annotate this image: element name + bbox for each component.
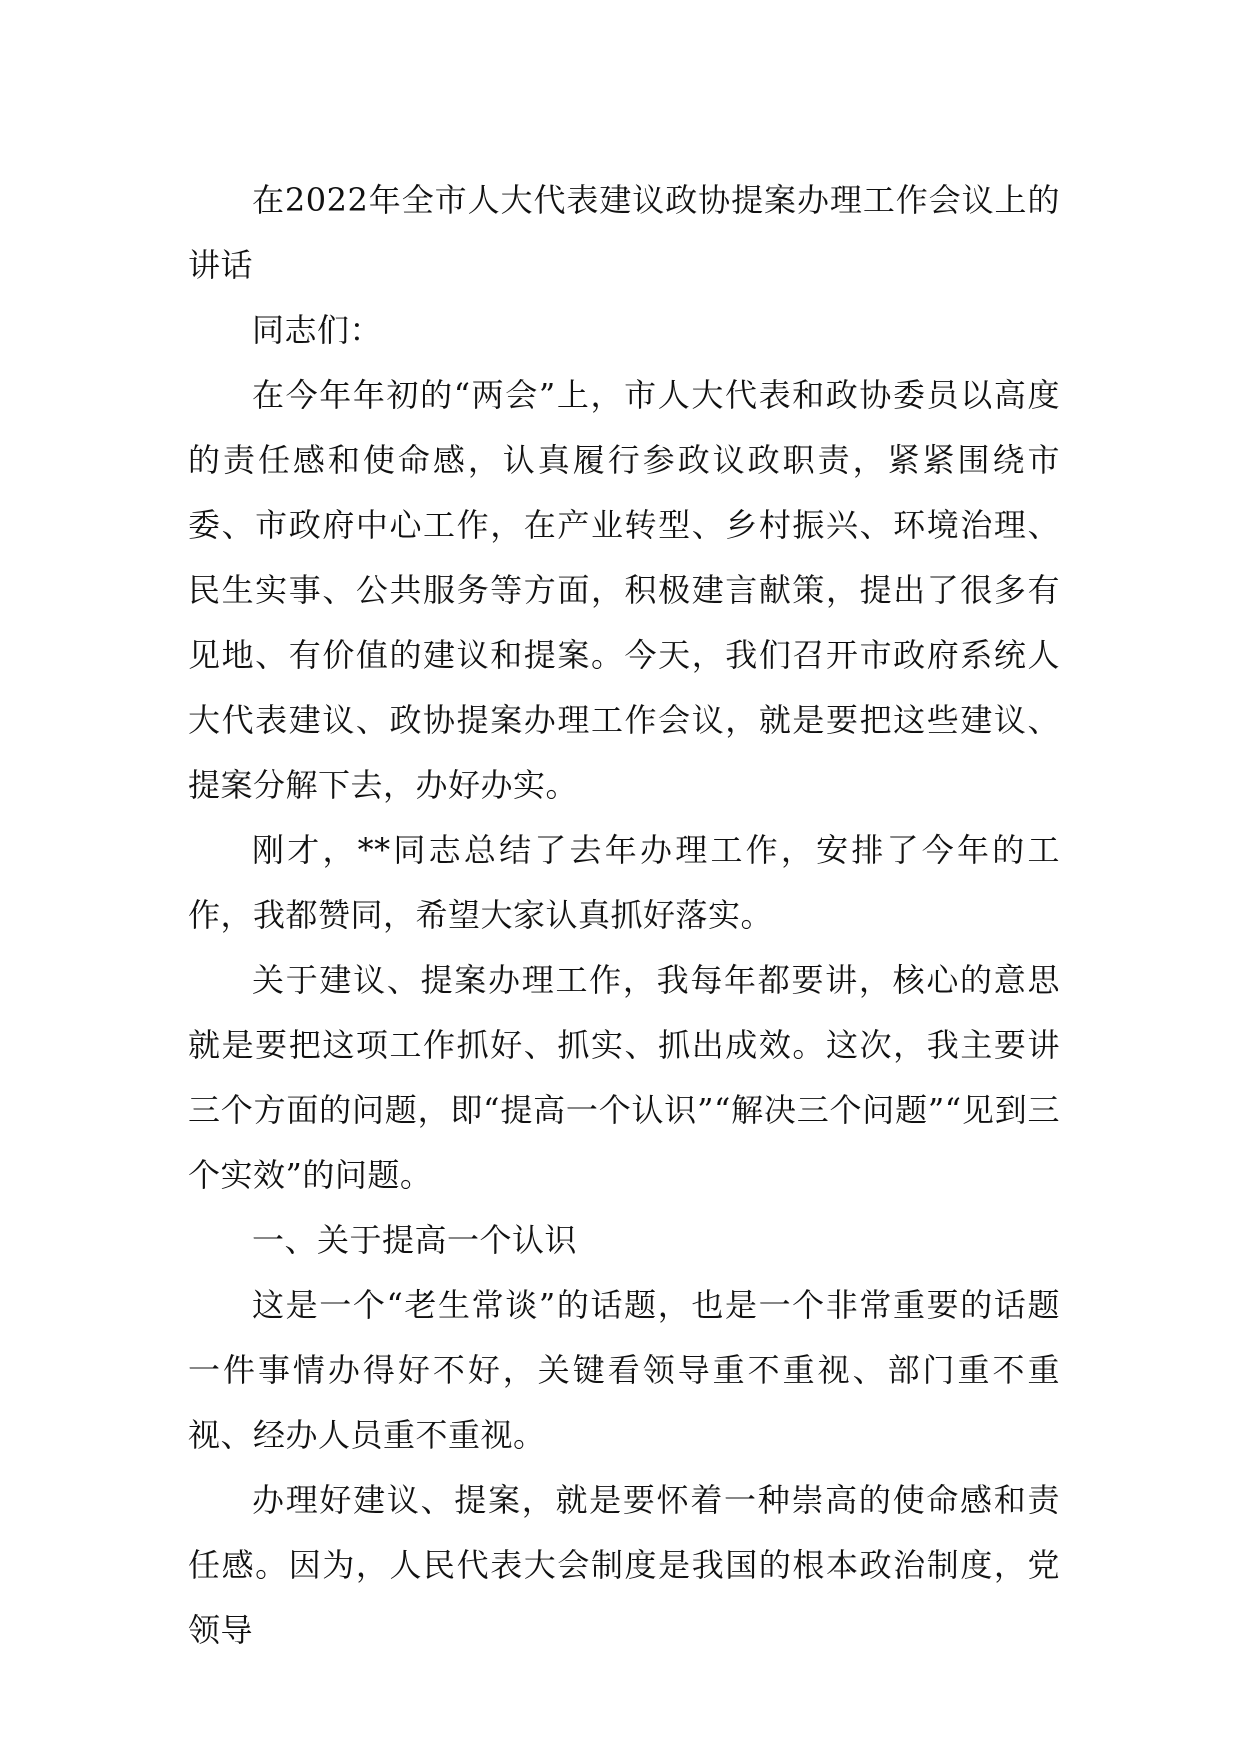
salutation: 同志们： <box>252 311 383 349</box>
document-body <box>188 168 1060 1663</box>
paragraph-intro: 在今年年初的“两会”上，市人大代表和政协委员以高度的责任感和使命感，认真履行参政议政职责，紧紧围绕市委、市政府中心工作，在产业转型、乡村振兴、环境治理、民生实事、公共服务等方面，积极建言献策，提出了很多有见地、有价值的建议和提案。今天，我们召开市政府系统人大代表建议、政协提案办理工作会议，就是要把这些建议、提案分解下去，办好办实。 <box>188 376 1060 804</box>
paragraph-topic: 这是一个“老生常谈”的话题，也是一个非常重要的话题一件事情办得好不好，关键看领导重不重视、部门重不重视、经办人员重不重视。 <box>188 1286 1060 1454</box>
paragraph-responsibility: 办理好建议、提案，就是要怀着一种崇高的使命感和责任感。因为，人民代表大会制度是我国的根本政治制度，党领导 <box>188 1481 1060 1649</box>
document-title: 在2022年全市人大代表建议政协提案办理工作会议上的讲话 <box>188 181 1060 284</box>
section-heading-1: 一、关于提高一个认识 <box>252 1221 578 1259</box>
paragraph-summary: 刚才，**同志总结了去年办理工作，安排了今年的工作，我都赞同，希望大家认真抓好落实。 <box>188 831 1060 934</box>
paragraph-outline: 关于建议、提案办理工作，我每年都要讲，核心的意思就是要把这项工作抓好、抓实、抓出成效。这次，我主要讲三个方面的问题，即“提高一个认识”“解决三个问题”“见到三个实效”的问题。 <box>188 961 1060 1194</box>
